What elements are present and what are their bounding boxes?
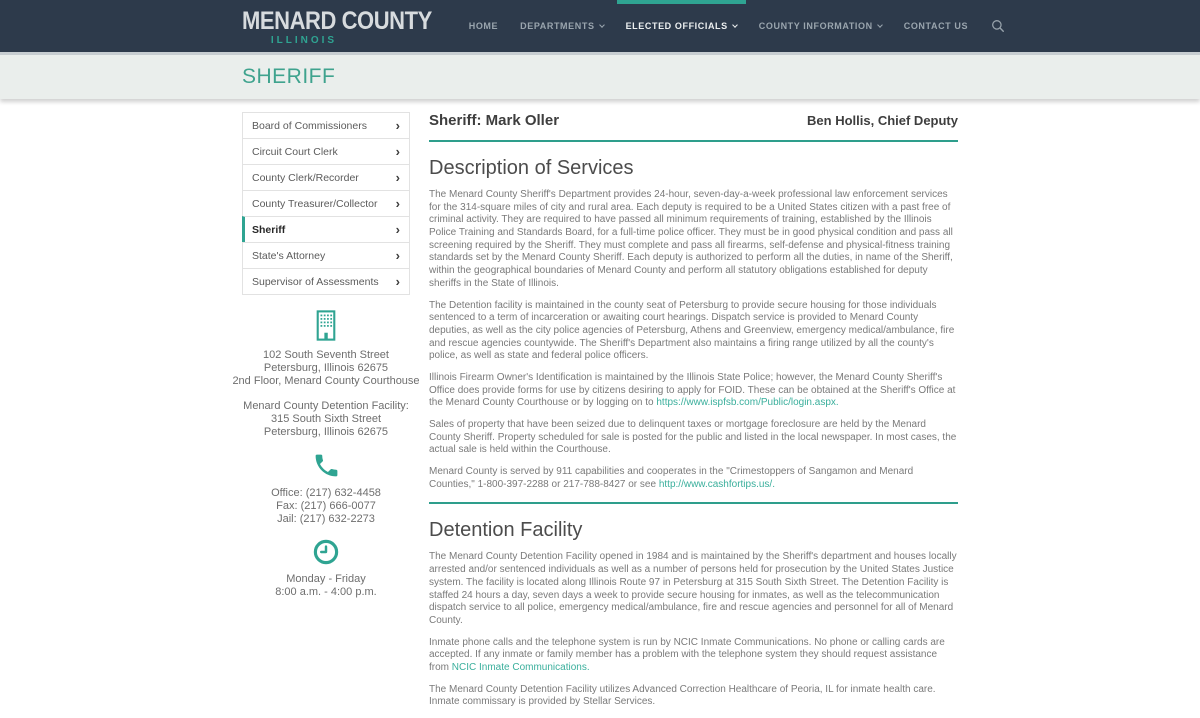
chevron-down-icon [732, 22, 738, 28]
search-icon [989, 17, 1007, 35]
contact-line: Jail: (217) 632-2273 [277, 512, 375, 525]
sidebar-item-circuit-court-clerk[interactable] [242, 138, 410, 165]
sidebar-item-label: Supervisor of Assessments [252, 275, 379, 288]
contact-line: 8:00 a.m. - 4:00 p.m. [275, 585, 377, 598]
nav-item-contact-us[interactable] [893, 0, 979, 52]
chevron-right-icon: › [395, 248, 400, 263]
nav-item-elected-officials[interactable] [615, 0, 748, 52]
text-link[interactable]: http://www.cashfortips.us/. [658, 478, 775, 490]
contact-line: 2nd Floor, Menard County Courthouse [232, 374, 420, 387]
contact-line: Menard County Detention Facility: [243, 399, 409, 412]
main-header [429, 112, 958, 129]
sheriff-heading: Sheriff: Mark Oller [429, 112, 560, 129]
chevron-right-icon: › [395, 274, 400, 289]
contact-line: 315 South Sixth Street [270, 412, 382, 425]
contact-info [224, 309, 428, 599]
section-title: Detention Facility [429, 519, 583, 542]
spacer [224, 388, 428, 400]
chevron-down-icon [877, 22, 883, 28]
site-header [0, 0, 1200, 52]
office-hours [224, 573, 428, 599]
building-icon [312, 309, 340, 342]
sidebar-item-supervisor-of-assessments[interactable] [242, 268, 410, 295]
search-button[interactable] [989, 17, 1007, 35]
content-sections [429, 140, 958, 709]
nav-item-label: COUNTY INFORMATION [758, 21, 873, 31]
sidebar-item-county-clerk-recorder[interactable] [242, 164, 410, 191]
chevron-right-icon: › [395, 196, 400, 211]
text-link[interactable]: NCIC Inmate Communications. [451, 661, 590, 673]
phone-numbers [224, 487, 428, 526]
contact-line: 102 South Seventh Street [263, 349, 389, 361]
sidebar-item-label: County Clerk/Recorder [252, 171, 359, 184]
sidebar [232, 112, 420, 599]
chevron-right-icon: › [395, 222, 400, 237]
chief-deputy-label: Ben Hollis, Chief Deputy [807, 113, 958, 128]
building-icon-wrap [224, 309, 428, 342]
contact-line: Petersburg, Illinois 62675 [263, 361, 389, 374]
page-title: SHERIFF [242, 65, 336, 88]
clock-icon-wrap [224, 538, 428, 566]
paragraph: Sales of property that have been seized due to delinquent taxes or mortgage foreclosure are held by the Menard County Sheriff. Property scheduled for sale is posted for the public and listed in the local newspaper. In most cases, the actual sale is held within the Courthouse. [429, 419, 957, 456]
sidebar-menu [242, 112, 410, 295]
courthouse-address [224, 349, 428, 388]
nav-item-departments[interactable] [509, 0, 614, 52]
sidebar-item-county-treasurer-collector[interactable] [242, 190, 410, 217]
main-content [429, 112, 958, 718]
section-title: Description of Services [429, 157, 634, 179]
paragraph: The Menard County Detention Facility opened in 1984 and is maintained by the Sheriff's department and houses locally arrested and/or sentenced individuals as well as a number of persons held for prosecution by the United States Justice system. The facility is located along Illinois Route 97 in Petersburg at 315 South Sixth Street. The Detention Facility is staffed 24 hours a day, seven days a week to provide secure housing for inmates, as well as the telecommunication dispatch service to all police, emergency medical/ambulance, fire and rescue agencies and personnel for all of Menard County. [429, 551, 957, 626]
page-title-band [0, 52, 1200, 99]
logo-state-name: ILLINOIS [270, 34, 338, 46]
paragraph: Menard County is served by 911 capabilities and cooperates in the "Crimestoppers of Sangamon and Menard Counties," 1-800-397-2288 or 217-788-8427 or see http://www.cashfortips.us/. [429, 466, 914, 490]
nav-item-label: HOME [468, 21, 499, 31]
chevron-right-icon: › [395, 118, 400, 133]
paragraph: The Menard County Sheriff's Department provides 24-hour, seven-day-a-week professional law enforcement services for the 314-square miles of city and rural area. Each deputy is required to be a United States citizen with a past free of criminal activity. They are required to have passed all minimum requirements of training, established by the Illinois Police Training and Standards Board, for a full-time police officer. They must be in good physical condition and pass all screening required by the Sheriff. They must complete and pass all firearms, self-defense and physical-fitness training standards set by the Menard County Sheriff. Each deputy is authorized to perform all the duties, in name of the Sheriff, within the geographical boundaries of Menard County and perform all statutory obligations established for deputy sheriffs in the State of Illinois. [429, 189, 953, 289]
contact-line: Monday - Friday [286, 572, 366, 585]
paragraph: The Menard County Detention Facility utilizes Advanced Correction Healthcare of Peoria, IL for inmate health care. Inmate commissary is provided by Stellar Services. [429, 683, 936, 708]
chevron-down-icon [599, 22, 605, 28]
section-divider [429, 140, 958, 142]
sidebar-item-label: State's Attorney [252, 249, 326, 262]
chevron-right-icon: › [395, 170, 400, 185]
sidebar-item-label: Board of Commissioners [252, 119, 367, 132]
nav-item-label: ELECTED OFFICIALS [625, 21, 728, 31]
nav-item-label: CONTACT US [903, 21, 969, 31]
clock-icon [312, 538, 340, 566]
sidebar-item-board-of-commissioners[interactable] [242, 112, 410, 139]
phone-icon-wrap [224, 451, 428, 480]
chevron-right-icon: › [395, 144, 400, 159]
nav-item-home[interactable] [458, 0, 509, 52]
sidebar-item-label: Circuit Court Clerk [252, 145, 338, 158]
detention-address [224, 400, 428, 439]
nav-item-label: DEPARTMENTS [520, 21, 595, 31]
site-logo[interactable] [242, 7, 458, 46]
contact-line: Petersburg, Illinois 62675 [263, 425, 389, 438]
paragraph: The Detention facility is maintained in the county seat of Petersburg to provide secure housing for those individuals sentenced to a term of incarceration or awaiting court hearings. Dispatch service is provided to Menard County deputies, as well as the city police agencies of Petersburg, Athens and Greenview, emergency medical/ambulance, fire and rescue agencies countywide. The Sheriff's Department also maintains a firing range utilized by all the county's police, as well as state and federal police officers. [429, 299, 955, 362]
sidebar-item-label: Sheriff [252, 223, 286, 236]
text-link[interactable]: https://www.ispfsb.com/Public/login.aspx. [656, 397, 839, 409]
sidebar-item-sheriff[interactable] [242, 216, 410, 243]
main-nav [458, 0, 979, 52]
logo-county-name: MENARD COUNTY [242, 6, 432, 35]
paragraph: Inmate phone calls and the telephone system is run by NCIC Inmate Communications. No phone or calling cards are accepted. If any inmate or family member has a problem with the telephone system they should request assistance from NCIC Inmate Communications. [429, 636, 945, 673]
sidebar-item-state-s-attorney[interactable] [242, 242, 410, 269]
nav-item-county-information[interactable] [748, 0, 893, 52]
section-divider [429, 502, 958, 504]
paragraph: Illinois Firearm Owner's Identification is maintained by the Illinois State Police; however, the Menard County Sheriff's Office does provide forms for use by citizens desiring to apply for FOID. These can be obtained at the Sheriff's Office at the Menard County Courthouse or by logging on to https://www.ispfsb.com/Public/login.aspx. [429, 371, 956, 409]
contact-line: Fax: (217) 666-0077 [276, 499, 376, 512]
contact-line: Office: (217) 632-4458 [271, 486, 381, 499]
phone-icon [312, 451, 341, 480]
sidebar-item-label: County Treasurer/Collector [252, 197, 378, 210]
